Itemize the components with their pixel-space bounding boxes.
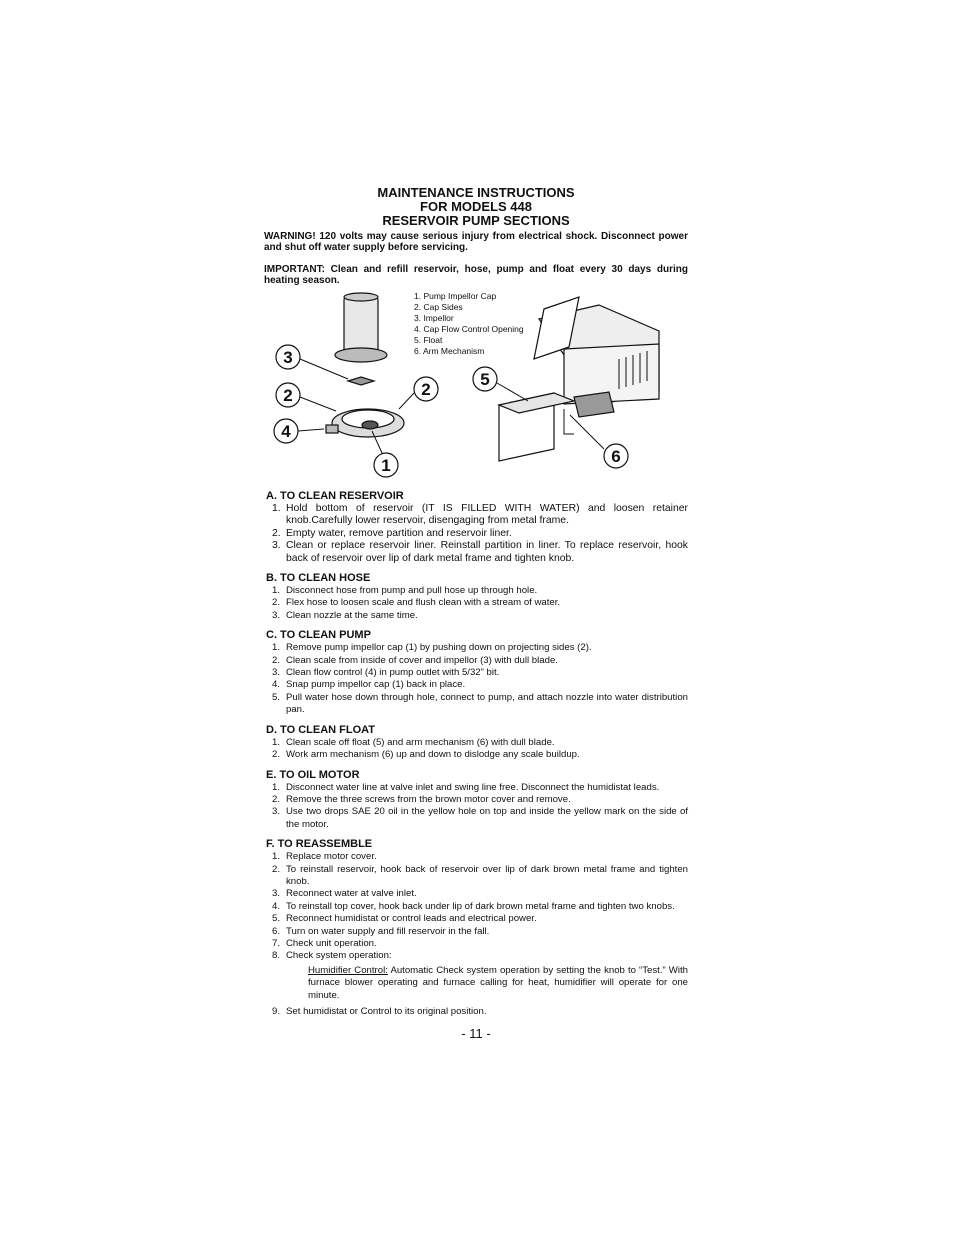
parts-legend xyxy=(414,291,524,357)
list-item: 6. Turn on water supply and fill reservoir in the fall. xyxy=(272,925,490,937)
pump-diagram xyxy=(264,289,688,483)
list-item: 5. Pull water hose down through hole, connect to pump, and attach nozzle into water distribution pan. xyxy=(272,691,688,716)
section-title: C. TO CLEAN PUMP xyxy=(266,629,371,642)
callout-3: 3 xyxy=(283,348,293,367)
callout-2-left: 2 xyxy=(283,386,293,405)
list-item: 4. To reinstall top cover, hook back under lip of dark brown metal frame and tighten two knobs. xyxy=(272,900,675,912)
title-line-1: MAINTENANCE INSTRUCTIONS xyxy=(377,185,575,200)
callout-6: 6 xyxy=(611,447,621,466)
section-clean-float xyxy=(264,724,688,762)
list-item: 2. Flex hose to loosen scale and flush clean with a stream of water. xyxy=(272,597,561,609)
list-item: 1. Disconnect hose from pump and pull hose up through hole. xyxy=(272,585,538,597)
part-3: 3. Impellor xyxy=(414,313,454,323)
list-item: 9. Set humidistat or Control to its original position. xyxy=(272,1006,487,1017)
list-item: 1. Remove pump impellor cap (1) by pushing down on projecting sides (2). xyxy=(272,642,592,654)
section-clean-reservoir xyxy=(264,490,688,565)
part-1: 1. Pump Impellor Cap xyxy=(414,291,497,301)
list-item: 2. Empty water, remove partition and reservoir liner. xyxy=(272,527,512,539)
list-item: 3. Reconnect water at valve inlet. xyxy=(272,888,417,900)
list-item: 1. Replace motor cover. xyxy=(272,851,377,863)
note-label: Humidifier Control: xyxy=(308,964,388,976)
section-title: D. TO CLEAN FLOAT xyxy=(266,723,375,736)
callout-2-right: 2 xyxy=(421,380,431,399)
part-5: 5. Float xyxy=(414,335,443,345)
part-6: 6. Arm Mechanism xyxy=(414,346,485,356)
callout-5: 5 xyxy=(480,370,490,389)
section-title: B. TO CLEAN HOSE xyxy=(266,572,371,585)
section-reassemble xyxy=(264,838,688,1018)
title-line-2: FOR MODELS 448 xyxy=(420,199,532,214)
list-item: 7. Check unit operation. xyxy=(272,937,377,949)
title-line-3: RESERVOIR PUMP SECTIONS xyxy=(382,213,570,228)
document-page xyxy=(264,186,688,1041)
list-item: 5. Reconnect humidistat or control leads and electrical power. xyxy=(272,913,537,925)
list-item: 3. Clean nozzle at the same time. xyxy=(272,609,418,621)
note-text: Automatic Check system operation by setting the knob to “Test.” With furnace blower operating and furnace calling for heat, humidifier will operate for one minute. xyxy=(308,964,688,1001)
section-clean-pump xyxy=(264,629,688,716)
list-item: 4. Snap pump impellor cap (1) back in place. xyxy=(272,679,466,691)
humidifier-control-note xyxy=(264,965,688,1002)
callout-1: 1 xyxy=(381,456,391,475)
part-2: 2. Cap Sides xyxy=(414,302,463,312)
list-item: 2. Remove the three screws from the brown motor cover and remove. xyxy=(272,793,571,805)
list-item: 3. Clean flow control (4) in pump outlet with 5/32” bit. xyxy=(272,667,500,679)
section-title: A. TO CLEAN RESERVOIR xyxy=(266,490,404,502)
section-clean-hose xyxy=(264,572,688,622)
warning-text: WARNING! 120 volts may cause serious injury from electrical shock. Disconnect power and shut off water supply before servicing. xyxy=(264,231,688,253)
list-item: 2. Clean scale from inside of cover and impellor (3) with dull blade. xyxy=(272,654,558,666)
part-4: 4. Cap Flow Control Opening xyxy=(414,324,524,334)
section-title: E. TO OIL MOTOR xyxy=(266,768,360,781)
list-item: 3. Clean or replace reservoir liner. Reinstall partition in liner. To replace reservoir, hook back of reservoir over lip of dark metal frame and tighten knob. xyxy=(272,540,688,564)
section-title: F. TO REASSEMBLE xyxy=(266,838,373,851)
list-item: 1. Hold bottom of reservoir (IT IS FILLED WITH WATER) and loosen retainer knob.Carefully lower reservoir, disengaging from metal frame. xyxy=(272,503,688,527)
list-item: 3. Use two drops SAE 20 oil in the yellow hole on top and inside the yellow mark on the side of the motor. xyxy=(272,806,688,830)
callout-4: 4 xyxy=(281,422,291,441)
list-item: 2. To reinstall reservoir, hook back of reservoir over lip of dark brown metal frame and tighten knob. xyxy=(272,863,688,887)
important-text: IMPORTANT: Clean and refill reservoir, hose, pump and float every 30 days during heating season. xyxy=(264,264,688,286)
list-item: 2. Work arm mechanism (6) up and down to dislodge any scale buildup. xyxy=(272,749,580,761)
list-item: 1. Disconnect water line at valve inlet and swing line free. Disconnect the humidistat leads. xyxy=(272,781,660,793)
page-number: - 11 - xyxy=(461,1026,491,1042)
list-item: 8. Check system operation: xyxy=(272,950,392,962)
list-item: 1. Clean scale off float (5) and arm mechanism (6) with dull blade. xyxy=(272,736,555,748)
section-oil-motor xyxy=(264,769,688,832)
